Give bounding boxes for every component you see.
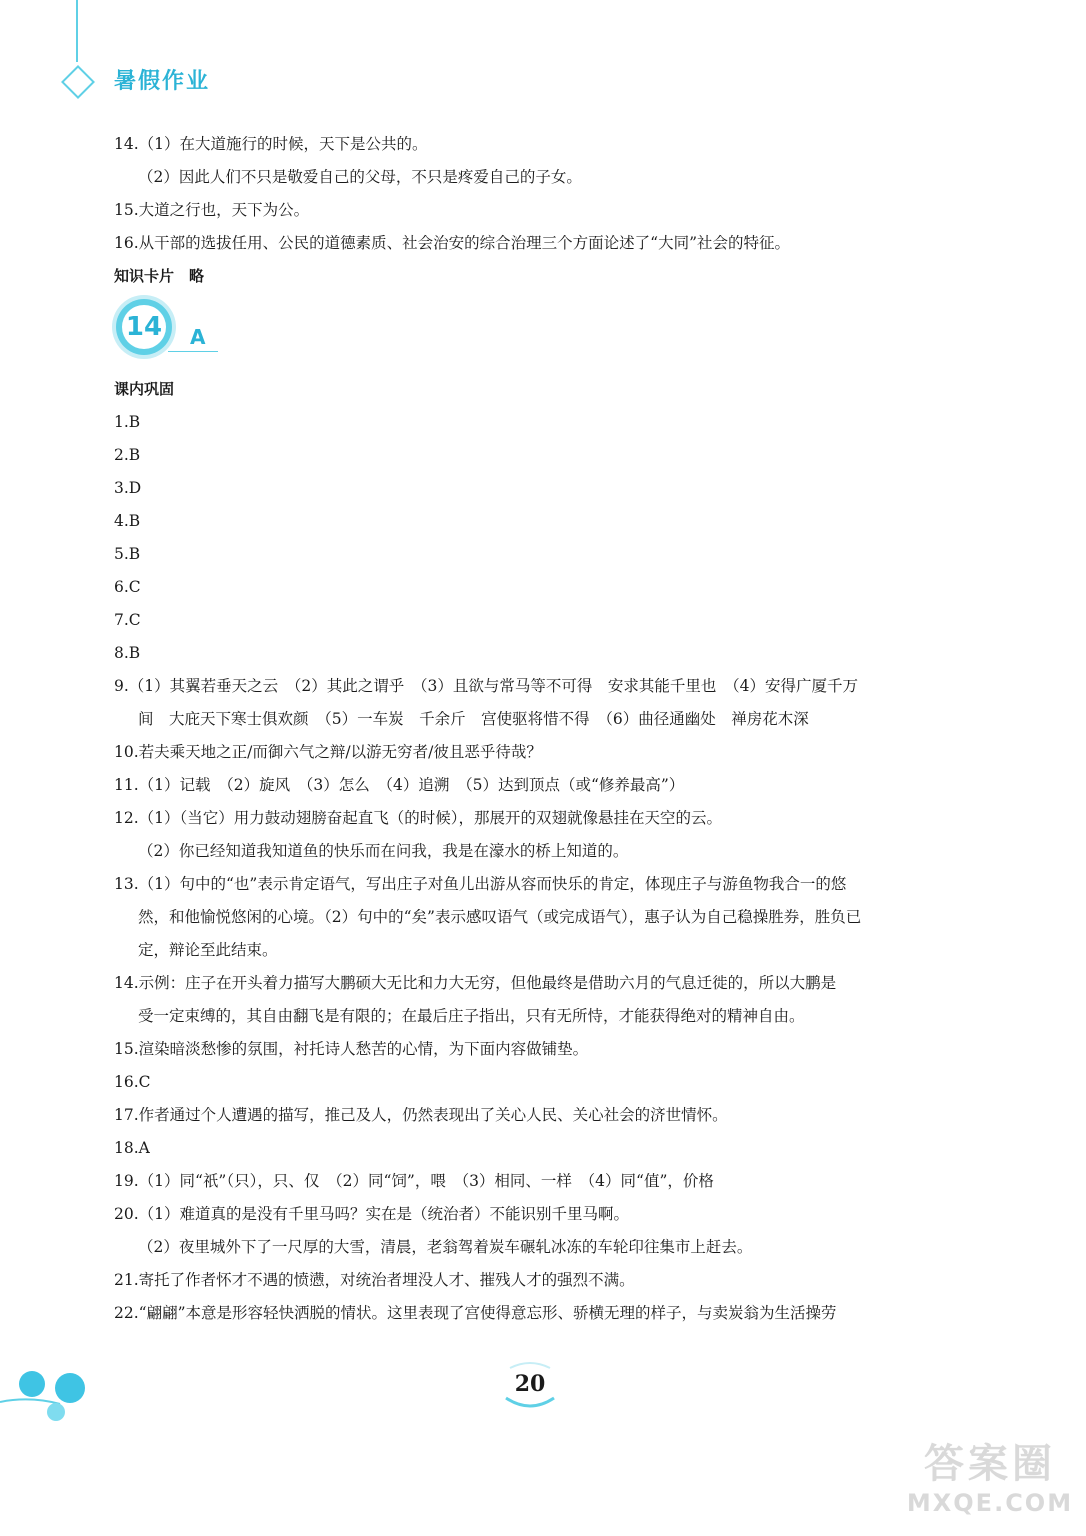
answer-line: 3.D [114, 479, 142, 497]
answer-line: 10.若夫乘天地之正/而御六气之辩/以游无穷者/彼且恶乎待哉？ [114, 743, 542, 761]
answer-line: 定，辩论至此结束。 [138, 941, 278, 959]
lesson-badge [114, 293, 964, 373]
watermark-logo: 答案圈 [924, 1441, 1056, 1487]
answer-line: 20.（1）难道真的是没有千里马吗？实在是（统治者）不能识别千里马啊。 [114, 1205, 630, 1223]
answer-line: （2）因此人们不只是敬爱自己的父母，不只是疼爱自己的子女。 [138, 168, 582, 186]
answer-line: 8.B [114, 644, 141, 662]
answer-line: 21.寄托了作者怀才不遇的愤懑，对统治者埋没人才、摧残人才的强烈不满。 [114, 1271, 635, 1289]
answer-line: 1.B [114, 413, 141, 431]
answer-line: 间 大庇天下寒士俱欢颜 （5）一车炭 千余斤 宫使驱将惜不得 （6）曲径通幽处 禅房花木深 [138, 710, 809, 728]
answer-line: 5.B [114, 545, 141, 563]
knowledge-card-label: 知识卡片 略 [114, 267, 205, 285]
header-vertical-line [76, 0, 78, 62]
answer-line: 16.从干部的选拔任用、公民的道德素质、社会治安的综合治理三个方面论述了“大同”社会的特征。 [114, 234, 791, 252]
answer-line: 17.作者通过个人遭遇的描写，推己及人，仍然表现出了关心人民、关心社会的济世情怀。 [114, 1106, 728, 1124]
header-diamond-icon [61, 65, 95, 99]
answer-line: 15.大道之行也，天下为公。 [114, 201, 310, 219]
answer-line: 7.C [114, 611, 141, 629]
lesson-number: 14 [122, 305, 166, 349]
answer-line: 22.“翩翩”本意是形容轻快洒脱的情状。这里表现了宫使得意忘形、骄横无理的样子，与卖炭翁为生活操劳 [114, 1304, 837, 1322]
answer-line: 2.B [114, 446, 141, 464]
answer-line: 9.（1）其翼若垂天之云 （2）其此之谓乎 （3）且欲与常马等不可得 安求其能千里也 （4）安得广厦千万 [114, 677, 858, 695]
answer-line: 16.C [114, 1073, 151, 1091]
answer-line: 然，和他愉悦悠闲的心境。（2）句中的“矣”表示感叹语气（或完成语气），惠子认为自己稳操胜券，胜负已 [138, 908, 862, 926]
lesson-number-circle-icon [116, 299, 172, 355]
answer-line: 6.C [114, 578, 141, 596]
answer-line: （2）你已经知道我知道鱼的快乐而在问我，我是在濠水的桥上知道的。 [138, 842, 629, 860]
answer-content [114, 128, 964, 1330]
answer-line: 12.（1）（当它）用力鼓动翅膀奋起直飞（的时候），那展开的双翅就像悬挂在天空的云。 [114, 809, 723, 827]
answer-line: 4.B [114, 512, 141, 530]
page-number: 20 [514, 1371, 546, 1397]
header-title: 暑假作业 [114, 69, 211, 94]
answer-line: 14.示例：庄子在开头着力描写大鹏硕大无比和力大无穷，但他最终是借助六月的气息迁徙的，所以大鹏是 [114, 974, 837, 992]
answer-line: 18.A [114, 1139, 150, 1157]
watermark [900, 1440, 1080, 1530]
answer-line: 14.（1）在大道施行的时候，天下是公共的。 [114, 135, 428, 153]
watermark-url: MXQE.COM [906, 1489, 1074, 1517]
answer-line: （2）夜里城外下了一尺厚的大雪，清晨，老翁驾着炭车碾轧冰冻的车轮印往集市上赶去。 [138, 1238, 753, 1256]
decorative-dots-icon [0, 1360, 100, 1430]
answer-line: 11.（1）记载 （2）旋风 （3）怎么 （4）追溯 （5）达到顶点（或“修养最高”） [114, 776, 685, 794]
answer-line: 19.（1）同“祇”（只），只、仅 （2）同“饲”，喂 （3）相同、一样 （4）同“值”，价格 [114, 1172, 714, 1190]
badge-underline [168, 351, 218, 352]
answer-line: 13.（1）句中的“也”表示肯定语气，写出庄子对鱼儿出游从容而快乐的肯定，体现庄子与游鱼物我合一的悠 [114, 875, 847, 893]
section-title: 课内巩固 [114, 380, 175, 398]
lesson-section-letter: A [190, 325, 206, 349]
answer-line: 15.渲染暗淡愁惨的氛围，衬托诗人愁苦的心情，为下面内容做铺垫。 [114, 1040, 589, 1058]
answer-line: 受一定束缚的，其自由翻飞是有限的；在最后庄子指出，只有无所恃，才能获得绝对的精神自由。 [138, 1007, 805, 1025]
